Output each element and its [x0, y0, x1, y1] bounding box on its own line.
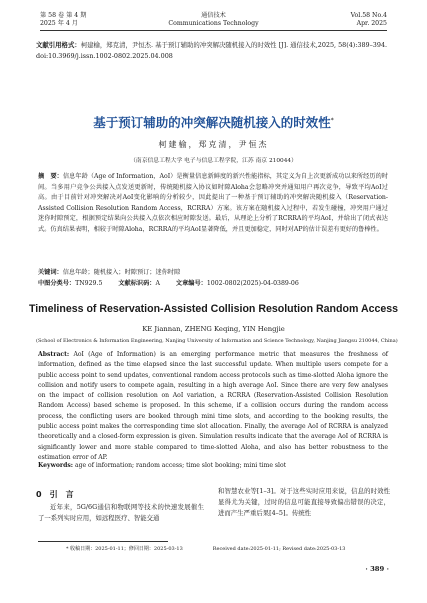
header-divider: [40, 30, 387, 31]
header-volume-cn-line1: 第 58 卷 第 4 期: [40, 12, 87, 19]
doi-link[interactable]: doi:10.3969/j.issn.1002-0802.2025.04.008: [36, 52, 173, 60]
clc-value: TN929.5: [75, 280, 103, 287]
citation-label: 文献引用格式：: [36, 41, 81, 49]
article-no-label: 文章编号：: [175, 280, 207, 287]
affiliation-cn: （南京信息工程大学 电子与信息工程学院，江苏 南京 210044）: [130, 158, 297, 164]
affiliation-en: (School of Electronics & Information Engineering, Nanjing University of Information and Science Technology, Nanjing Jiangsu 210044, China): [36, 338, 398, 344]
keywords-en-label: Keywords:: [38, 462, 74, 469]
header-volume-en-line2: Apr. 2025: [356, 20, 387, 27]
keywords-cn-label: 关键词：: [38, 269, 63, 276]
abstract-en-label: Abstract:: [38, 351, 70, 358]
header-journal-en: Communications Technology: [168, 20, 259, 27]
clc-label: 中图分类号：: [38, 280, 76, 287]
footnote-divider: [38, 541, 168, 542]
body-column-right: 和智慧农业等[1–3]。对于这些实时应用来说，信息的时效性显得尤为关键，过时的信息可能直接导致偏出错误的决定，进而产生严重后果[4–5]。传统性: [218, 487, 390, 518]
title-footnote-mark: *: [330, 116, 334, 124]
abstract-en-text: AoI (Age of Information) is an emerging performance metric that measures the freshness of information, defined as the time elapsed since the last successful update. When multiple users compete for a public access point to send updates, conventional random access protocols such as time-slotted Aloha ignore the collision and notify users to compete again, resulting in a high average AoI. Since there are very few analyses on the impact of collision resolution on AoI variation, a RCRRA (Reservation-Assisted Collision Resolution Random Access) based scheme is proposed. In this scheme, if a collision occurs during the random access process, the conflicting users are booked through mini time slots, and according to the booking results, the public access point makes the corresponding time slot allocation. Finally, the average AoI of RCRRA is analyzed theoretically and a closed-form expression is given. Simulation results indicate that the average AoI of RCRRA is significantly lower and more stable compared to time-slotted Aloha, and also has better robustness to the estimation error of AP.: [38, 351, 389, 461]
authors-cn: 柯建榆，郑克清，尹恒杰: [158, 140, 269, 149]
title-cn: [0, 113, 427, 131]
classification-line: [38, 279, 388, 289]
keywords-en-text: age of information; random access; time slot booking; mini time slot: [74, 462, 287, 469]
doc-code-value: A: [155, 280, 160, 287]
authors-en: KE Jiannan, ZHENG Keqing, YIN Hengjie: [142, 325, 285, 333]
header-volume-en-line1: Vol.58 No.4: [350, 12, 387, 19]
body-column-left: 近年来，5G/6G通信和物联网等技术的快速发展催生了一系列实时应用，如远程医疗、智能交通: [38, 503, 204, 523]
keywords-en: [38, 461, 388, 470]
citation-block: [36, 40, 388, 62]
footnote: [66, 545, 396, 552]
section-heading-intro: 0 引 言: [36, 490, 74, 499]
title-cn-text: 基于预订辅助的冲突解决随机接入的时效性: [93, 115, 331, 130]
page-number: · 389 ·: [365, 565, 389, 573]
title-en: Timeliness of Reservation-Assisted Collision Resolution Random Access: [28, 303, 399, 315]
doc-code-label: 文献标识码：: [118, 280, 156, 287]
abstract-cn: [38, 172, 388, 235]
header-volume-en: [351, 12, 387, 28]
abstract-cn-label: 摘 要：: [38, 173, 63, 180]
abstract-cn-text: 信息年龄（Age of Information，AoI）是衡量信息新鲜度的新兴性能指标，其定义为自上次更新成功以来所经历的时间。当多用户竞争公共接入点发送更新时，传统随机接入协议如时隙Aloha会忽略冲突并通知用户再次竞争，导致平均AoI过高。由于目前针对冲突解决对AoI变化影响的分析较少，因此提出了一种基于预订辅助的冲突解决随机接入（Reservation-Assisted Collision Resolution Random Access，RCRRA）方案。该方案在随机接入过程中，若发生碰撞，冲突用户通过迷你时隙预定，根据预定结果向公共接入点依次相应时隙发送。最后，从理论上分析了RCRRA的平均AoI，并给出了闭式表达式。仿真结果表明，相较于时隙Aloha，RCRRA的平均AoI显著降低，并且更加稳定，同时对AP的估计误差有更好的鲁棒性。: [38, 173, 389, 233]
keywords-cn-text: 信息年龄；随机接入；时隙预订；迷你时隙: [62, 269, 181, 276]
keywords-cn: [38, 268, 388, 278]
footnote-received-cn: * 收稿日期：2025-01-11；修回日期：2025-03-13: [66, 546, 183, 552]
header-journal-cn: 通信技术: [201, 12, 226, 19]
header-volume-cn-line2: 2025 年 4 月: [40, 20, 78, 27]
citation-text: 柯建榆，郑克清，尹恒杰. 基于预订辅助的冲突解决随机接入的时效性 [J]. 通信技术,2025, 58(4):389–394.: [80, 41, 388, 49]
abstract-en: [38, 350, 388, 463]
article-no-value: 1002-0802(2025)-04-0389-06: [206, 280, 299, 287]
footnote-received-en: Received date:2025-01-11; Revised date:2025-03-13: [212, 546, 346, 552]
